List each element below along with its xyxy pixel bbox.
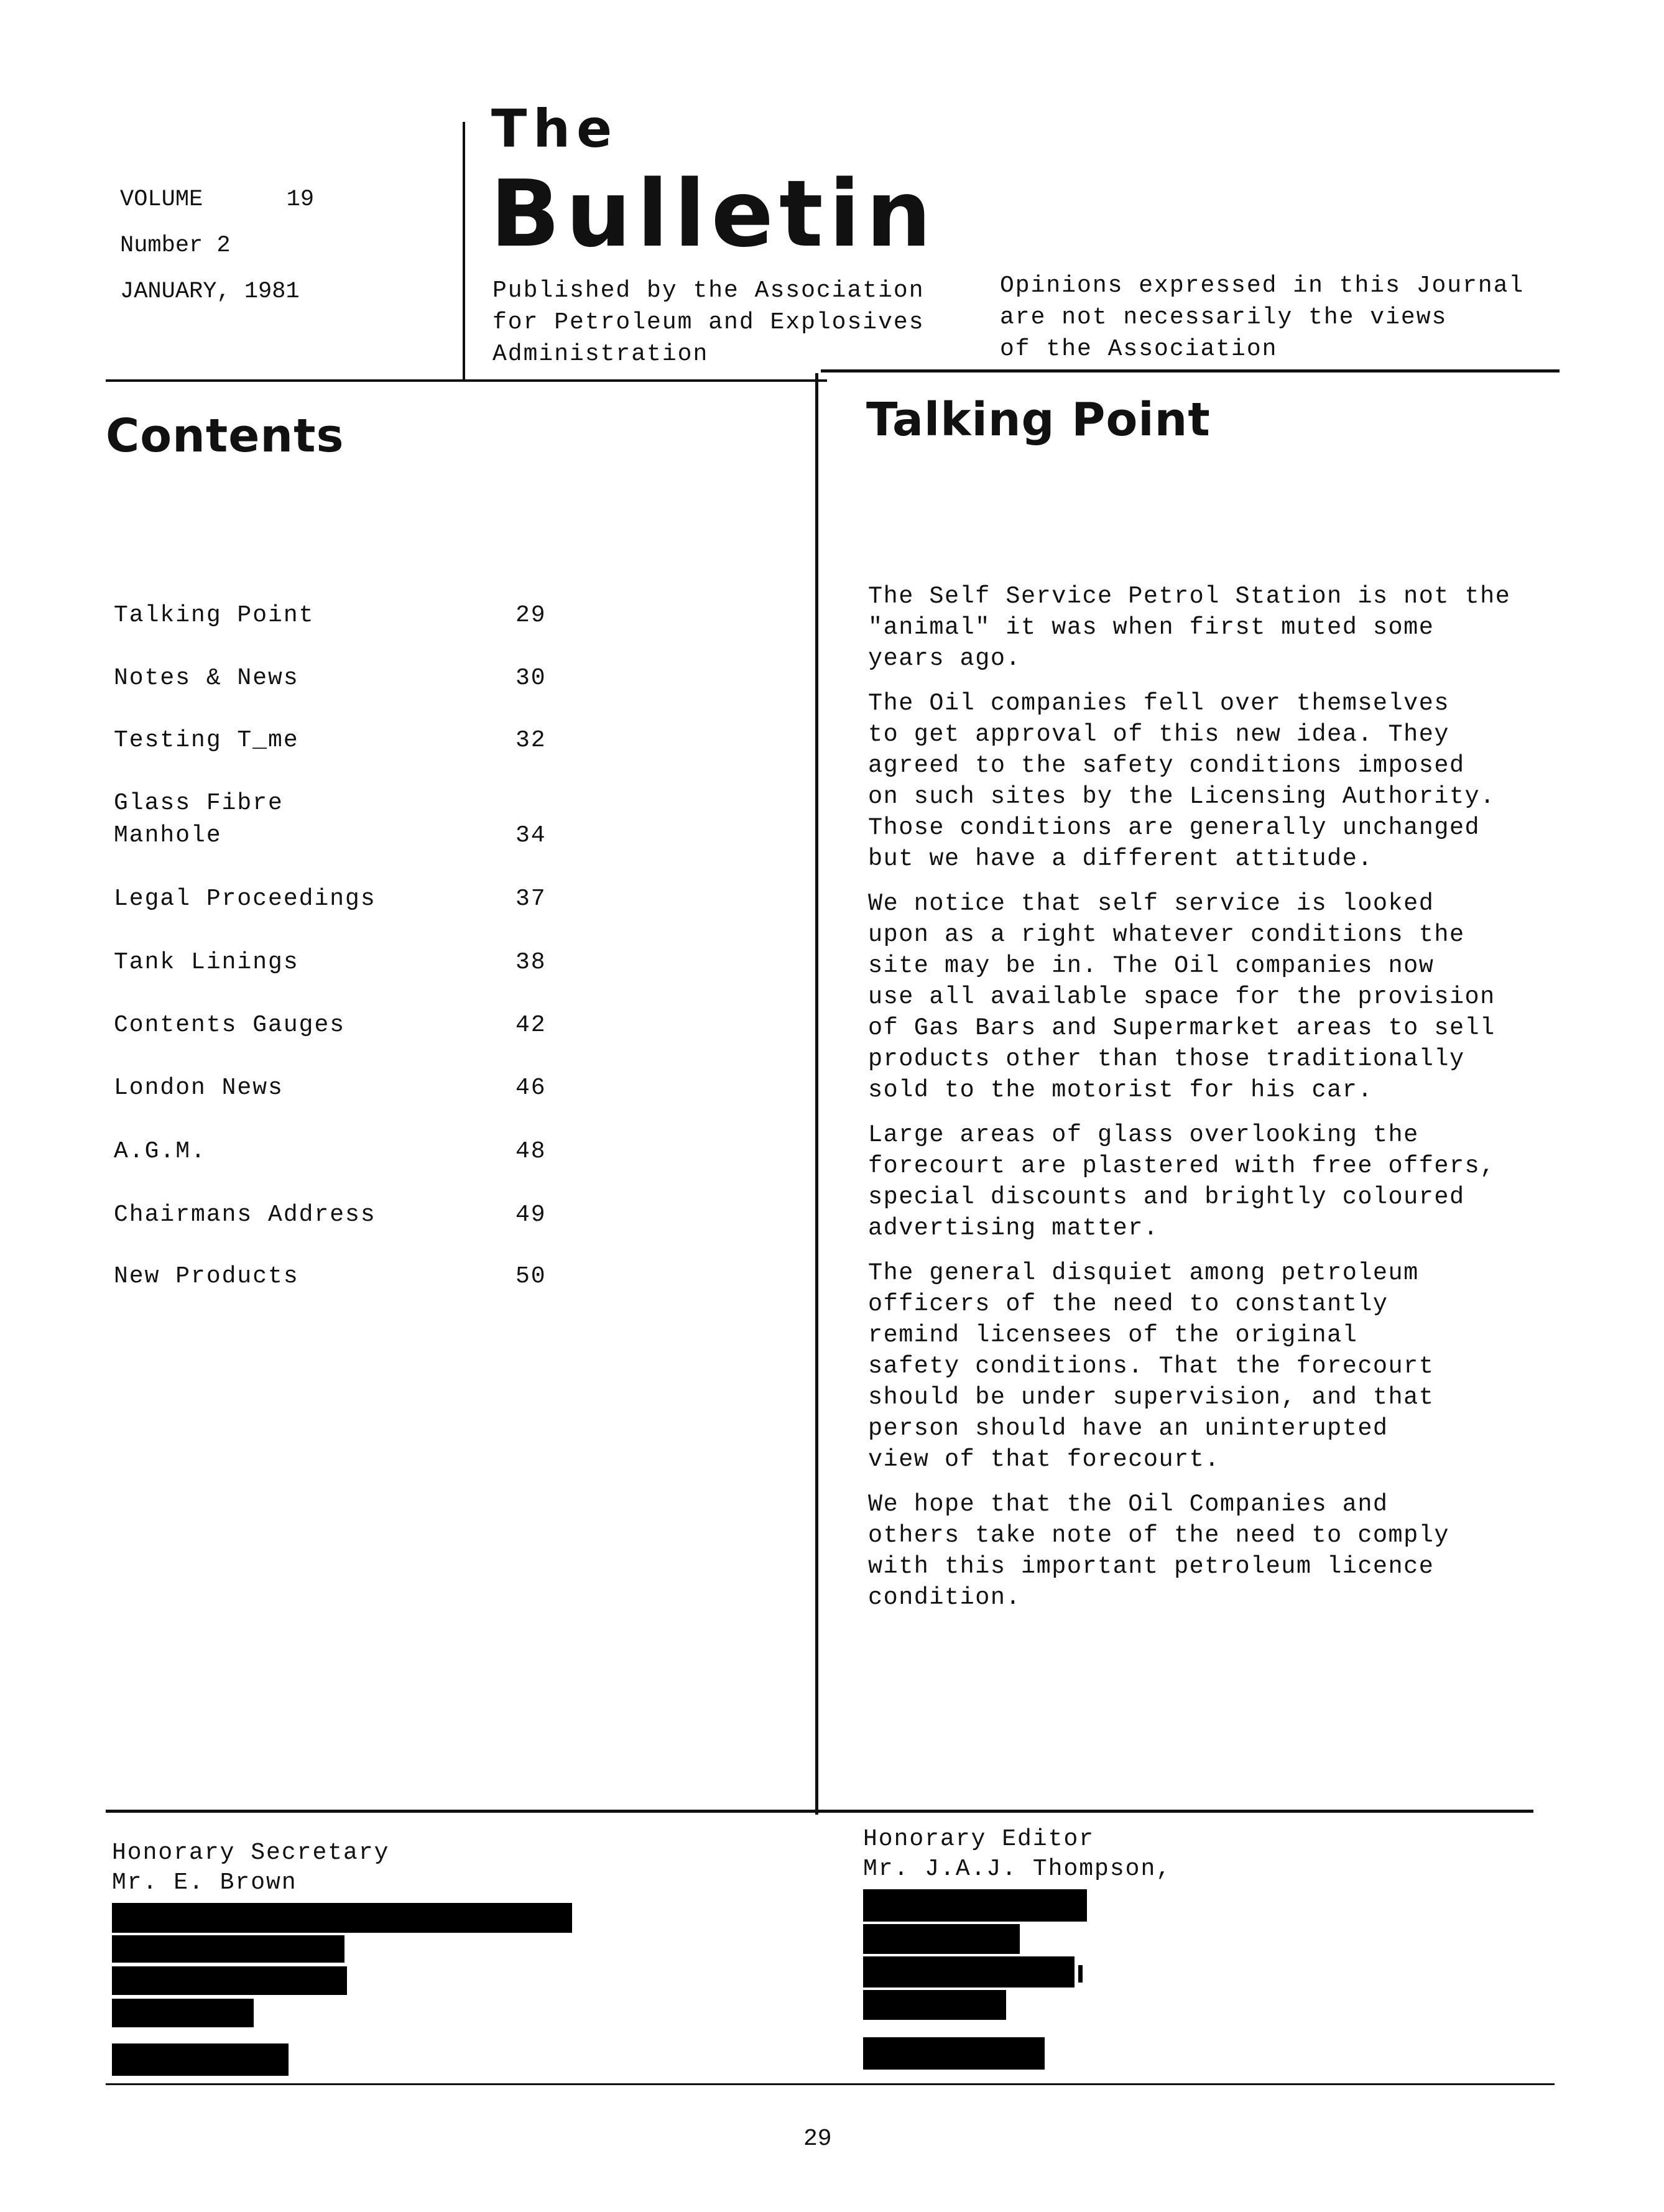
volume-label: VOLUME — [120, 187, 203, 213]
toc-item-label: Contents Gauges — [114, 1012, 346, 1039]
redacted-address-line — [112, 1999, 254, 2027]
toc-item-label: Talking Point — [114, 602, 315, 629]
toc-item-label: Testing T_me — [114, 727, 299, 754]
title-the: The — [491, 98, 619, 159]
volume-line — [120, 177, 314, 223]
redacted-address-line — [863, 1956, 1075, 1988]
talking-point-article — [868, 581, 1571, 1627]
header-rule-left — [106, 379, 827, 382]
article-paragraph: The Oil companies fell over themselves to get approval of this new idea. They agreed to the safety conditions imposed on such sites by the Licensing Authority. Those conditions are generally unchanged but we have a different attitude. — [868, 690, 1495, 872]
footer-rule-bottom — [106, 2083, 1555, 2085]
page-number: 29 — [803, 2126, 832, 2152]
toc-item-page: 32 — [515, 727, 547, 754]
toc-item-page: 29 — [515, 602, 547, 629]
article-paragraph: We notice that self service is looked upon as a right whatever conditions the site may be in. The Oil companies now use all available space for the provision of Gas Bars and Supermarket areas to sell products other than those traditionally sold to the motorist for his car. — [868, 890, 1495, 1104]
redacted-address-line — [863, 1889, 1087, 1922]
redacted-address-line — [863, 2037, 1045, 2070]
article-paragraph: Large areas of glass overlooking the forecourt are plastered with free offers, special discounts and brightly coloured advertising matter. — [868, 1121, 1495, 1242]
masthead-divider — [463, 122, 465, 379]
article-paragraph: The Self Service Petrol Station is not the "animal" it was when first muted some years ago. — [868, 583, 1511, 672]
editor-block — [863, 1825, 1172, 1884]
toc-item-label: Glass Fibre Manhole — [114, 790, 284, 849]
publisher-note: Published by the Association for Petroleum and Explosives Administration — [492, 277, 925, 368]
toc-item-page: 50 — [515, 1263, 547, 1290]
toc-item-label: Chairmans Address — [114, 1201, 376, 1228]
redacted-address-line — [863, 1990, 1006, 2020]
toc-item-page: 37 — [515, 886, 547, 912]
redacted-address-line — [112, 1903, 572, 1933]
secretary-block — [112, 1838, 389, 1898]
toc-item-page: 30 — [515, 665, 547, 692]
redaction-mark — [1078, 1965, 1083, 1983]
toc-item-page: 42 — [515, 1012, 547, 1039]
header-rule-right — [821, 369, 1560, 373]
editor-name: Mr. J.A.J. Thompson, — [863, 1856, 1172, 1882]
secretary-title: Honorary Secretary — [112, 1839, 390, 1866]
redacted-address-line — [863, 1924, 1020, 1954]
volume-number: 19 — [286, 187, 315, 213]
toc-item-label: Notes & News — [114, 665, 299, 692]
article-paragraph: We hope that the Oil Companies and others take note of the need to comply with this important petroleum licence condition. — [868, 1491, 1449, 1611]
talking-point-heading: Talking Point — [866, 393, 1211, 447]
toc-item-label: London News — [114, 1075, 284, 1101]
toc-item-label: Tank Linings — [114, 949, 299, 976]
secretary-name: Mr. E. Brown — [112, 1869, 297, 1896]
volume-info — [120, 177, 314, 315]
toc-item-page: 34 — [515, 822, 547, 849]
toc-item-page: 48 — [515, 1138, 547, 1165]
toc-item-page: 49 — [515, 1201, 547, 1228]
editor-title: Honorary Editor — [863, 1826, 1095, 1853]
toc-item-page: 46 — [515, 1075, 547, 1101]
redacted-address-line — [112, 1966, 347, 1995]
toc-item-label: New Products — [114, 1263, 299, 1290]
issue-number: Number 2 — [120, 233, 231, 259]
redacted-address-line — [112, 2043, 289, 2076]
opinions-disclaimer: Opinions expressed in this Journal are not necessarily the views of the Association — [1000, 272, 1525, 363]
contents-heading: Contents — [106, 409, 344, 463]
toc-item-label: Legal Proceedings — [114, 886, 376, 912]
toc-item-page: 38 — [515, 949, 547, 976]
article-paragraph: The general disquiet among petroleum officers of the need to constantly remind licensees of the original safety conditions. That the forecourt should be under supervision, and that person should have an uninterupted view of that forecourt. — [868, 1259, 1435, 1473]
publication-title: Bulletin — [490, 160, 937, 267]
column-divider — [815, 373, 818, 1815]
issue-date: JANUARY, 1981 — [120, 279, 300, 305]
footer-rule-top — [106, 1810, 1533, 1813]
redacted-address-line — [112, 1935, 344, 1963]
toc-item-label: A.G.M. — [114, 1138, 206, 1165]
